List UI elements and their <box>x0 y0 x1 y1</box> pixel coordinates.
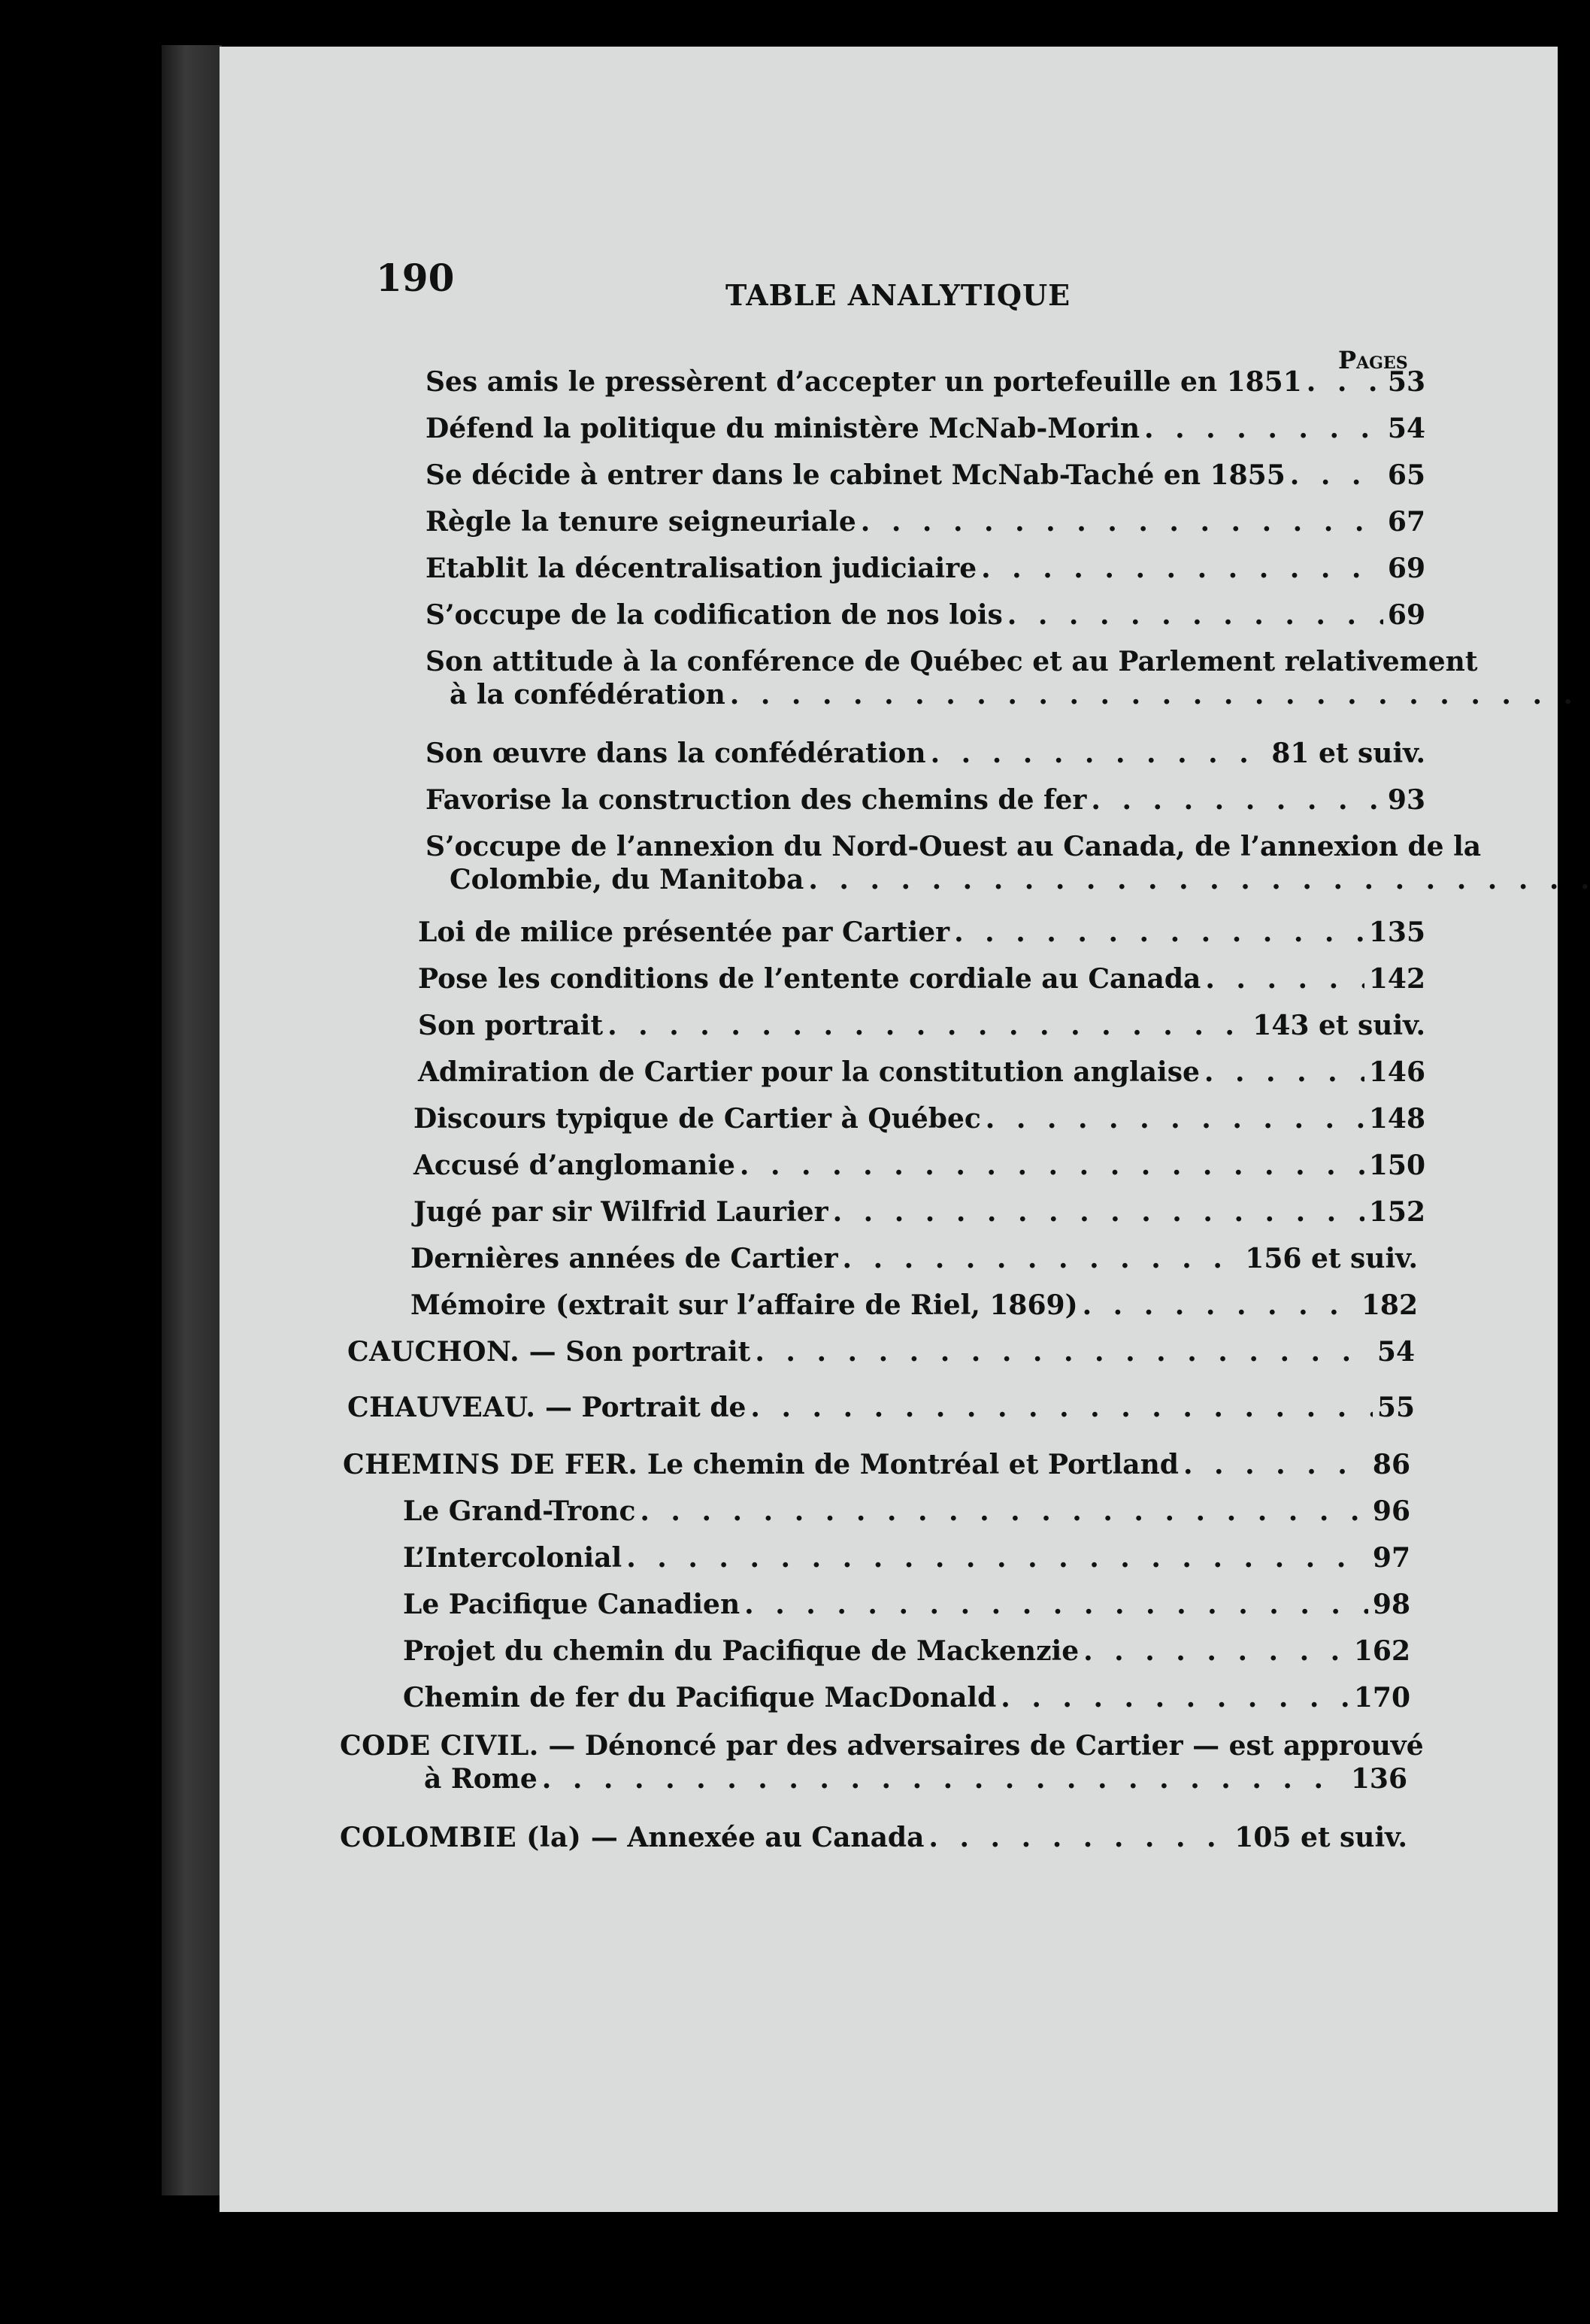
index-entry: Le Pacifique Canadien . . . 98 <box>403 1588 1410 1621</box>
index-entry: CHAUVEAU. — Portrait de . . . 55 <box>347 1391 1415 1424</box>
index-entry: L’Intercolonial . . . 97 <box>403 1541 1410 1574</box>
index-entry: S’occupe de l’annexion du Nord-Ouest au Canada, de l’annexion de la Colombie, du Manitoba . . . <box>426 830 1425 896</box>
index-entry: Admiration de Cartier pour la constitution anglaise . . . 146 <box>418 1056 1425 1089</box>
index-entry: COLOMBIE (la) — Annexée au Canada . . . 105 et suiv. <box>340 1821 1407 1854</box>
index-entry: Projet du chemin du Pacifique de Mackenzie . . . 162 <box>403 1635 1410 1668</box>
index-entry: CODE CIVIL. — Dénoncé par des adversaires de Cartier — est approuvé à Rome . . . 136 <box>340 1729 1407 1795</box>
index-entry: Etablit la décentralisation judiciaire . . . 69 <box>426 552 1425 585</box>
index-entry: Pose les conditions de l’entente cordiale au Canada . . . 142 <box>418 962 1425 995</box>
index-entry: Discours typique de Cartier à Québec . . . 148 <box>413 1102 1425 1135</box>
index-entry: Son attitude à la conférence de Québec et au Parlement relativement à la confédération . . . <box>426 645 1425 711</box>
index-entry: Favorise la construction des chemins de fer . . . 93 <box>426 783 1425 817</box>
index-entry: Se décide à entrer dans le cabinet McNab-Taché en 1855 . . . 65 <box>426 459 1425 492</box>
index-entry: Loi de milice présentée par Cartier . . . 135 <box>418 916 1425 949</box>
index-entry: S’occupe de la codification de nos lois . . . 69 <box>426 598 1425 632</box>
index-entry: Ses amis le pressèrent d’accepter un portefeuille en 1851 . . . 53 <box>426 365 1425 398</box>
index-entry: Règle la tenure seigneuriale . . . 67 <box>426 505 1425 538</box>
index-entry: Jugé par sir Wilfrid Laurier . . . 152 <box>413 1195 1425 1229</box>
index-entry: CAUCHON. — Son portrait . . . 54 <box>347 1335 1415 1368</box>
index-entry: Son œuvre dans la confédération . . . 81 et suiv. <box>426 737 1425 770</box>
index-entry: Chemin de fer du Pacifique MacDonald . . . 170 <box>403 1681 1410 1714</box>
index-entry: CHEMINS DE FER. Le chemin de Montréal et Portland . . . 86 <box>343 1448 1410 1481</box>
pages-column-heading: Pages <box>1338 346 1408 374</box>
running-head: TABLE ANALYTIQUE <box>725 278 1071 312</box>
page-number: 190 <box>376 256 455 300</box>
index-entry: Défend la politique du ministère McNab-Morin . . . 54 <box>426 412 1425 445</box>
book-spine <box>162 45 222 2195</box>
index-entry: Son portrait . . . 143 et suiv. <box>418 1009 1425 1042</box>
index-entry: Mémoire (extrait sur l’affaire de Riel, 1869) . . . 182 <box>410 1289 1418 1322</box>
index-entry: Accusé d’anglomanie . . . 150 <box>413 1149 1425 1182</box>
index-entry: Le Grand-Tronc . . . 96 <box>403 1495 1410 1528</box>
index-entry: Dernières années de Cartier . . . 156 et suiv. <box>410 1242 1418 1275</box>
